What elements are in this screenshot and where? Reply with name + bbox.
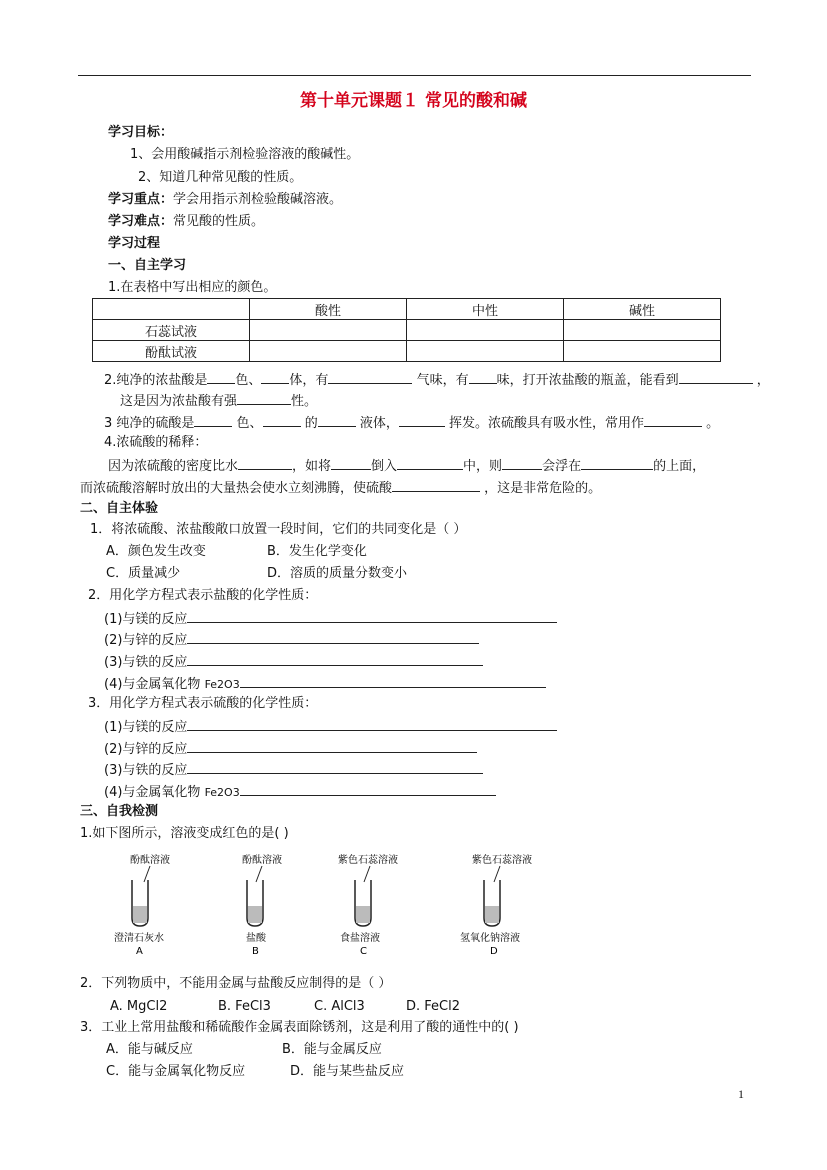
reaction-item: (1)与镁的反应	[104, 717, 557, 737]
process-label: 学习过程	[108, 236, 161, 251]
blank[interactable]	[261, 370, 289, 384]
section1-q2-line2: 这是因为浓盐酸有强 性。	[120, 391, 317, 411]
blank[interactable]	[194, 413, 232, 427]
objectives-label: 学习目标：	[108, 125, 174, 140]
blank[interactable]	[397, 456, 463, 470]
color-table	[92, 298, 721, 362]
blank[interactable]	[318, 413, 356, 427]
section1-q4-line2: 而浓硫酸溶解时放出的大量热会使水立刻沸腾，使硫酸 ，这是非常危险的。	[80, 478, 601, 498]
test-tube-figure	[100, 852, 560, 967]
option-letter: B	[252, 946, 259, 957]
reaction-item: (3)与铁的反应	[104, 760, 483, 780]
table-row-label: 酚酞试液	[93, 341, 250, 362]
section1-q4-line1: 因为浓硫酸的密度比水 ，如将 倒入 中，则 会浮在 的上面，	[108, 456, 705, 476]
reaction-item: (3)与铁的反应	[104, 652, 483, 672]
answer-cell[interactable]	[407, 320, 564, 341]
option[interactable]: D．能与某些盐反应	[290, 1064, 405, 1079]
header-rule	[78, 75, 751, 76]
table-header-cell: 中性	[407, 299, 564, 320]
blank[interactable]	[263, 413, 301, 427]
section3-q2: 2．下列物质中，不能用金属与盐酸反应制得的是（ ）	[80, 976, 392, 991]
table-header-cell	[93, 299, 250, 320]
answer-cell[interactable]	[250, 341, 407, 362]
reagent-label: 紫色石蕊溶液	[472, 855, 532, 866]
blank[interactable]	[644, 413, 702, 427]
table-header-row	[93, 299, 721, 320]
blank[interactable]	[469, 370, 497, 384]
section2-q2: 2．用化学方程式表示盐酸的化学性质：	[88, 588, 318, 603]
test-tube-a	[114, 853, 170, 957]
option-letter: A	[136, 946, 143, 957]
solution-label: 氢氧化钠溶液	[460, 933, 520, 944]
table-row	[93, 320, 721, 341]
section2-heading: 二、自主体验	[80, 501, 159, 516]
reagent-label: 酚酞溶液	[242, 855, 282, 866]
answer-line[interactable]	[187, 630, 479, 644]
option-letter: D	[490, 946, 498, 957]
answer-line[interactable]	[240, 674, 546, 688]
section2-q3: 3．用化学方程式表示硫酸的化学性质：	[88, 696, 318, 711]
reagent-label: 酚酞溶液	[130, 855, 170, 866]
section1-q1: 1.在表格中写出相应的颜色。	[108, 280, 277, 295]
test-tube-b	[242, 853, 282, 957]
option[interactable]: A．颜色发生改变	[106, 544, 206, 559]
answer-cell[interactable]	[407, 341, 564, 362]
blank[interactable]	[502, 456, 542, 470]
objective-item: 1、会用酸碱指示剂检验溶液的酸碱性。	[130, 147, 360, 162]
answer-line[interactable]	[187, 717, 557, 731]
option[interactable]: A. MgCl2	[110, 999, 168, 1014]
reaction-item: (4)与金属氧化物 Fe2O3	[104, 782, 496, 802]
answer-line[interactable]	[187, 760, 483, 774]
objective-item: 2、知道几种常见酸的性质。	[138, 170, 303, 185]
test-tube-c	[338, 853, 398, 957]
option[interactable]: B．发生化学变化	[267, 544, 367, 559]
section3-heading: 三、自我检测	[80, 804, 159, 819]
section1-q4-title: 4.浓硫酸的稀释：	[104, 435, 208, 450]
blank[interactable]	[392, 478, 480, 492]
answer-line[interactable]	[240, 782, 496, 796]
reaction-item: (2)与锌的反应	[104, 630, 479, 650]
blank[interactable]	[581, 456, 653, 470]
blank[interactable]	[328, 370, 412, 384]
solution-label: 澄清石灰水	[114, 933, 164, 944]
test-tube-d	[460, 853, 532, 957]
option[interactable]: D．溶质的质量分数变小	[267, 566, 408, 581]
table-header-cell: 酸性	[250, 299, 407, 320]
section3-q3: 3．工业上常用盐酸和稀硫酸作金属表面除锈剂，这是利用了酸的通性中的( )	[80, 1020, 519, 1035]
option[interactable]: B. FeCl3	[218, 999, 271, 1014]
option[interactable]: A．能与碱反应	[106, 1042, 193, 1057]
blank[interactable]	[331, 456, 371, 470]
option[interactable]: B．能与金属反应	[282, 1042, 382, 1057]
option-letter: C	[360, 946, 367, 957]
blank[interactable]	[207, 370, 235, 384]
blank[interactable]	[399, 413, 445, 427]
option[interactable]: D. FeCl2	[406, 999, 460, 1014]
page-number: 1	[738, 1087, 744, 1101]
key-point: 学习重点：学会用指示剂检验酸碱溶液。	[108, 192, 343, 207]
option[interactable]: C. AlCl3	[314, 999, 365, 1014]
option[interactable]: C．能与金属氧化物反应	[106, 1064, 246, 1079]
option[interactable]: C．质量减少	[106, 566, 181, 581]
table-row	[93, 341, 721, 362]
reaction-item: (2)与锌的反应	[104, 739, 477, 759]
table-header-cell: 碱性	[564, 299, 721, 320]
solution-label: 盐酸	[246, 933, 266, 944]
difficulty: 学习难点：常见酸的性质。	[108, 214, 265, 229]
reaction-item: (4)与金属氧化物 Fe2O3	[104, 674, 546, 694]
blank[interactable]	[238, 456, 292, 470]
answer-cell[interactable]	[564, 320, 721, 341]
section1-q3: 3 纯净的硫酸是 色、 的 液体， 挥发。浓硫酸具有吸水性，常用作 。	[104, 413, 719, 433]
table-row-label: 石蕊试液	[93, 320, 250, 341]
page-title: 第十单元课题１ 常见的酸和碱	[300, 91, 527, 111]
blank[interactable]	[237, 391, 291, 405]
solution-label: 食盐溶液	[340, 933, 380, 944]
section3-q1: 1.如下图所示，溶液变成红色的是( )	[80, 826, 289, 841]
reaction-item: (1)与镁的反应	[104, 609, 557, 629]
answer-cell[interactable]	[564, 341, 721, 362]
section1-q2-line1: 2.纯净的浓盐酸是 色、 体，有 气味，有 味，打开浓盐酸的瓶盖，能看到 ，	[104, 370, 770, 390]
answer-line[interactable]	[187, 652, 483, 666]
answer-line[interactable]	[187, 609, 557, 623]
section2-q1: 1．将浓硫酸、浓盐酸敞口放置一段时间，它们的共同变化是（ ）	[90, 522, 467, 537]
answer-cell[interactable]	[250, 320, 407, 341]
section1-heading: 一、自主学习	[108, 258, 187, 273]
reagent-label: 紫色石蕊溶液	[338, 855, 398, 866]
answer-line[interactable]	[187, 739, 477, 753]
blank[interactable]	[679, 370, 753, 384]
